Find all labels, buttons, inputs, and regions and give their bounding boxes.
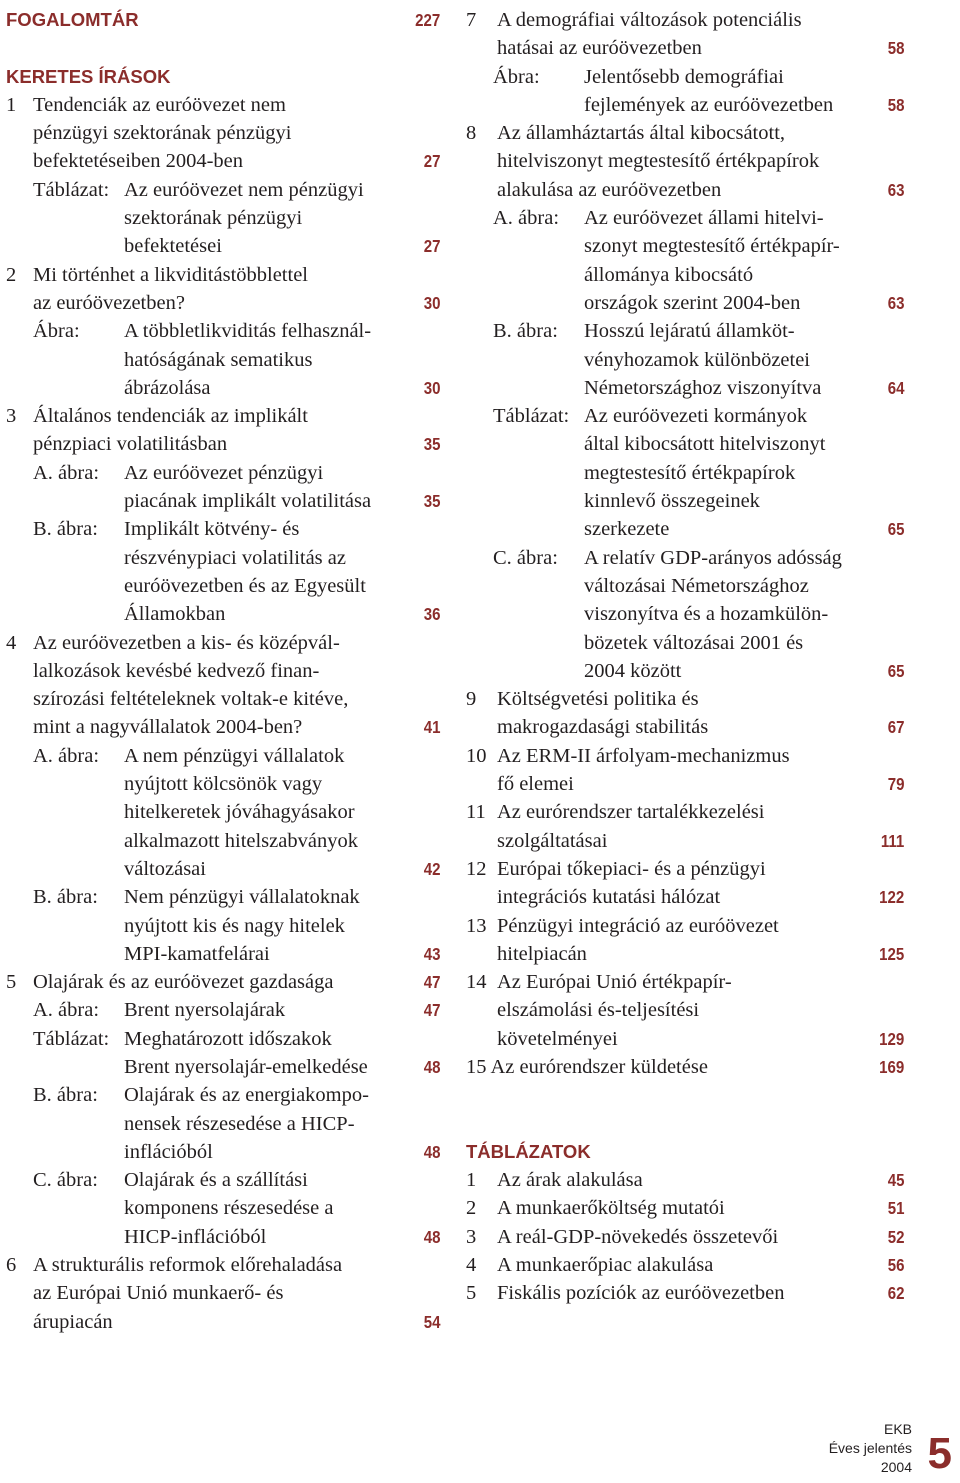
toc-entry-line (6, 402, 440, 430)
entry-title-line: A nem pénzügyi vállalatok (124, 744, 345, 767)
entry-title-line: euróövezetben és az Egyesült (124, 574, 366, 597)
page-ref: 27 (423, 151, 440, 172)
toc-entry-line (466, 827, 904, 855)
toc-entry-line (6, 1251, 440, 1279)
entry-title-line: A munkaerőpiac alakulása (497, 1254, 714, 1277)
entry-title-line: bözetek változásai 2001 és (584, 631, 804, 654)
toc-entry-line (6, 119, 440, 147)
entry-number: 5 (6, 971, 17, 994)
toc-entry-line (466, 6, 904, 34)
toc-subentry-line (6, 487, 440, 515)
entry-number: 1 (6, 93, 17, 116)
entry-title-line: befektetései (124, 235, 222, 258)
toc-right-column (466, 6, 904, 1308)
page-ref: 62 (887, 1283, 904, 1304)
entry-title-line: által kibocsátott hitelviszonyt (584, 433, 826, 456)
toc-entry-line (6, 1279, 440, 1307)
entry-number: 2 (6, 263, 17, 286)
entry-title-line: Németországhoz viszonyítva (584, 376, 822, 399)
entry-title-line: alkalmazott hitelszabványok (124, 829, 358, 852)
entry-title-line: az Európai Unió munkaerő- és (33, 1282, 284, 1305)
toc-entry-line (466, 968, 904, 996)
toc-subentry-line (6, 204, 440, 232)
page-ref: 27 (423, 236, 440, 257)
toc-entry-line (466, 883, 904, 911)
subentry-label: B. ábra: (33, 886, 98, 909)
entry-number: 14 (466, 971, 487, 994)
entry-title-line: Olajárak és a szállítási (124, 1169, 308, 1192)
toc-entry-line (466, 742, 904, 770)
page-footer (812, 1420, 952, 1480)
page-ref: 227 (414, 10, 440, 30)
entry-title-line: A munkaerőköltség mutatói (497, 1197, 725, 1220)
toc-entry-line (466, 855, 904, 883)
entry-title-line: szerkezete (584, 518, 670, 541)
toc-subentry-line (6, 572, 440, 600)
spacer (6, 34, 440, 62)
entry-number: 12 (466, 857, 487, 880)
toc-entry-line (466, 713, 904, 741)
toc-entry-line (6, 261, 440, 289)
subentry-label: A. ábra: (33, 999, 100, 1022)
toc-entry-line (466, 34, 904, 62)
entry-title-line: A többletlikviditás felhasznál- (124, 320, 372, 343)
toc-entry-line (6, 968, 440, 996)
entry-title-line: Hosszú lejáratú államköt- (584, 320, 795, 343)
entry-number: 10 (466, 744, 487, 767)
entry-number: 4 (6, 631, 17, 654)
entry-number: 3 (6, 405, 17, 428)
entry-title-line: alakulása az euróövezetben (497, 178, 722, 201)
toc-subentry-line (466, 317, 904, 345)
subentry-label: A. ábra: (493, 207, 560, 230)
page-ref: 36 (423, 604, 440, 625)
toc-entry-line (6, 713, 440, 741)
section-heading (6, 63, 440, 91)
page-number: 5 (927, 1429, 952, 1478)
toc-subentry-line (466, 572, 904, 600)
entry-title-line: A demográfiai változások potenciális (497, 9, 802, 31)
entry-title-line: piacának implikált volatilitása (124, 490, 372, 513)
entry-title-line: lalkozások kevésbé kedvező finan- (33, 659, 320, 682)
entry-title-line: Az euróövezet nem pénzügyi (124, 178, 364, 201)
section-heading (6, 6, 440, 34)
entry-title-line: Államokban (124, 603, 226, 626)
toc-entry-line (466, 1279, 904, 1307)
footer-org: EKB (883, 1421, 912, 1437)
entry-number: 7 (466, 9, 477, 31)
page-ref: 65 (887, 660, 904, 681)
toc-entry-line (466, 685, 904, 713)
subentry-label: B. ábra: (33, 518, 98, 541)
entry-title-line: Az eurórendszer tartalékkezelési (497, 801, 765, 824)
toc-subentry-line (466, 430, 904, 458)
entry-title-line: befektetéseiben 2004-ben (33, 150, 244, 173)
toc-entry-line (466, 147, 904, 175)
toc-entry-line (466, 770, 904, 798)
page-ref: 30 (423, 377, 440, 398)
entry-title-line: viszonyítva és a hozamkülön- (584, 603, 829, 626)
toc-subentry-line (6, 346, 440, 374)
subentry-label: Táblázat: (33, 1027, 110, 1050)
toc-subentry-line (466, 346, 904, 374)
entry-number: 13 (466, 914, 487, 937)
entry-title-line: fő elemei (497, 773, 574, 796)
toc-entry-line (6, 685, 440, 713)
entry-title-line: Pénzügyi integráció az euróövezet (497, 914, 779, 937)
page-ref: 30 (423, 292, 440, 313)
entry-title-line: Az árak alakulása (497, 1169, 643, 1192)
entry-number: 5 (466, 1282, 477, 1305)
entry-title-line: Fiskális pozíciók az euróövezetben (497, 1282, 785, 1305)
subentry-label: A. ábra: (33, 461, 100, 484)
toc-subentry-line (6, 1110, 440, 1138)
subentry-label: C. ábra: (493, 546, 558, 569)
entry-title-line: mint a nagyvállalatok 2004-ben? (33, 716, 303, 739)
entry-title-line: 2004 között (584, 659, 682, 682)
entry-title-line: 15 Az eurórendszer küldetése (466, 1055, 708, 1078)
toc-entry-line (466, 1194, 904, 1222)
entry-title-line: Brent nyersolajár-emelkedése (124, 1055, 368, 1078)
toc-subentry-line (466, 63, 904, 91)
entry-title-line: A relatív GDP-arányos adósság (584, 546, 842, 569)
toc-subentry-line (466, 600, 904, 628)
toc-subentry-line (466, 487, 904, 515)
entry-title-line: vényhozamok különbözetei (584, 348, 811, 371)
toc-subentry-line (6, 770, 440, 798)
entry-title-line: szektorának pénzügyi (124, 207, 303, 230)
entry-number: 6 (6, 1254, 17, 1277)
entry-title-line: pénzügyi szektorának pénzügyi (33, 122, 292, 145)
toc-subentry-line (6, 544, 440, 572)
subentry-label: Táblázat: (33, 178, 110, 201)
toc-subentry-line (6, 374, 440, 402)
toc-entry-line (466, 996, 904, 1024)
entry-title-line: országok szerint 2004-ben (584, 291, 801, 314)
entry-title-line: hitelpiacán (497, 942, 587, 965)
page-ref: 54 (423, 1311, 440, 1332)
entry-title-line: hatásai az euróövezetben (497, 37, 702, 60)
entry-title-line: állománya kibocsátó (584, 263, 754, 286)
entry-title-line: komponens részesedése a (124, 1197, 334, 1220)
entry-title-line: Implikált kötvény- és (124, 518, 300, 541)
entry-title-line: A reál-GDP-növekedés összetevői (497, 1225, 779, 1248)
toc-entry-line (6, 1308, 440, 1336)
toc-entry-line (6, 629, 440, 657)
page-ref: 47 (423, 1000, 440, 1021)
entry-title-line: Meghatározott időszakok (124, 1027, 332, 1050)
entry-title-line: Nem pénzügyi vállalatoknak (124, 886, 360, 909)
toc-subentry-line (6, 176, 440, 204)
entry-title-line: nyújtott kis és nagy hitelek (124, 914, 345, 937)
toc-subentry-line (6, 1194, 440, 1222)
toc-entry-line (466, 1025, 904, 1053)
toc-entry-line (466, 1251, 904, 1279)
toc-subentry-line (6, 1081, 440, 1109)
entry-title-line: makrogazdasági stabilitás (497, 716, 709, 739)
entry-title-line: Az ERM-II árfolyam-mechanizmus (497, 744, 790, 767)
subentry-label: Ábra: (33, 320, 80, 343)
section-heading-text: KERETES ÍRÁSOK (6, 65, 171, 87)
page-ref: 56 (887, 1255, 904, 1276)
toc-subentry-line (6, 1025, 440, 1053)
toc-entry-line (466, 798, 904, 826)
toc-subentry-line (6, 1166, 440, 1194)
toc-subentry-line (6, 855, 440, 883)
page-ref: 111 (880, 830, 904, 851)
entry-number: 4 (466, 1254, 477, 1277)
entry-title-line: részvénypiaci volatilitás az (124, 546, 346, 569)
page-ref: 65 (887, 519, 904, 540)
toc-subentry-line (466, 515, 904, 543)
toc-subentry-line (6, 1053, 440, 1081)
entry-title-line: elszámolási és-teljesítési (497, 999, 700, 1022)
entry-number: 9 (466, 688, 477, 711)
spacer (466, 1081, 904, 1109)
toc-subentry-line (6, 827, 440, 855)
subentry-label: C. ábra: (33, 1169, 98, 1192)
entry-title-line: Jelentősebb demográfiai (584, 65, 784, 88)
section-heading-text: FOGALOMTÁR (6, 9, 139, 30)
page-ref: 67 (887, 717, 904, 738)
toc-subentry-line (6, 996, 440, 1024)
subentry-label: Táblázat: (493, 405, 570, 428)
page-ref: 122 (878, 887, 904, 908)
page-ref: 52 (887, 1226, 904, 1247)
entry-title-line: szonyt megtestesítő értékpapír- (584, 235, 840, 258)
toc-subentry-line (466, 402, 904, 430)
entry-title-line: szírozási feltételeknek voltak-e kitéve, (33, 688, 349, 711)
toc-entry-line (6, 430, 440, 458)
entry-title-line: Az államháztartás által kibocsátott, (497, 122, 786, 145)
entry-number: 1 (466, 1169, 477, 1192)
entry-number: 2 (466, 1197, 477, 1220)
entry-title-line: Az Európai Unió értékpapír- (497, 971, 732, 994)
entry-title-line: árupiacán (33, 1310, 113, 1333)
entry-title-line: ábrázolása (124, 376, 211, 399)
entry-title-line: MPI-kamatfelárai (124, 942, 270, 965)
entry-number: 11 (466, 801, 486, 824)
toc-subentry-line (466, 629, 904, 657)
toc-left-column (6, 6, 440, 1336)
entry-title-line: nyújtott kölcsönök vagy (124, 773, 323, 796)
entry-title-line: Az euróövezet állami hitelvi- (584, 207, 824, 230)
toc-subentry-line (6, 232, 440, 260)
spacer (466, 1110, 904, 1138)
page-ref: 41 (423, 717, 440, 738)
entry-title-line: Költségvetési politika és (497, 688, 699, 711)
section-heading-text: TÁBLÁZATOK (466, 1140, 591, 1162)
page-ref: 129 (878, 1028, 904, 1049)
toc-subentry-line (6, 459, 440, 487)
page-ref: 51 (887, 1198, 904, 1219)
subentry-label: B. ábra: (33, 1084, 98, 1107)
entry-title-line: fejlemények az euróövezetben (584, 93, 834, 116)
subentry-label: Ábra: (493, 65, 540, 88)
toc-subentry-line (6, 600, 440, 628)
toc-entry-line (466, 1053, 904, 1081)
page-ref: 63 (887, 179, 904, 200)
entry-title-line: Az euróövezetben a kis- és középvál- (33, 631, 340, 654)
toc-subentry-line (6, 883, 440, 911)
toc-subentry-line (6, 940, 440, 968)
page-ref: 79 (887, 774, 904, 795)
toc-subentry-line (6, 742, 440, 770)
page-ref: 35 (423, 434, 440, 455)
entry-title-line: HICP-inflációból (124, 1225, 267, 1248)
page-ref: 64 (887, 377, 904, 398)
toc-entry-line (6, 91, 440, 119)
section-heading (466, 1138, 904, 1166)
entry-title-line: Brent nyersolajárak (124, 999, 286, 1022)
page-ref: 58 (887, 94, 904, 115)
page-ref: 45 (887, 1170, 904, 1191)
toc-subentry-line (466, 261, 904, 289)
toc-subentry-line (6, 317, 440, 345)
toc-subentry-line (6, 912, 440, 940)
entry-title-line: integrációs kutatási hálózat (497, 886, 721, 909)
toc-subentry-line (466, 459, 904, 487)
toc-entry-line (466, 176, 904, 204)
entry-title-line: hitelkeretek jóváhagyásakor (124, 801, 355, 824)
page-ref: 43 (423, 943, 440, 964)
entry-title-line: Olajárak és az euróövezet gazdasága (33, 971, 334, 994)
toc-subentry-line (6, 798, 440, 826)
toc-subentry-line (466, 374, 904, 402)
entry-number: 8 (466, 122, 477, 145)
toc-subentry-line (466, 204, 904, 232)
toc-subentry-line (6, 1223, 440, 1251)
entry-title-line: Olajárak és az energiakompo- (124, 1084, 369, 1107)
entry-title-line: megtestesítő értékpapírok (584, 461, 796, 484)
page-ref: 48 (423, 1056, 440, 1077)
entry-title-line: hitelviszonyt megtestesítő értékpapírok (497, 150, 820, 173)
subentry-label: A. ábra: (33, 744, 100, 767)
entry-title-line: Mi történhet a likviditástöbblettel (33, 263, 308, 286)
subentry-label: B. ábra: (493, 320, 558, 343)
toc-subentry-line (6, 515, 440, 543)
toc-subentry-line (466, 232, 904, 260)
entry-number: 3 (466, 1225, 477, 1248)
entry-title-line: változásai (124, 857, 206, 880)
entry-title-line: A strukturális reformok előrehaladása (33, 1254, 343, 1277)
toc-entry-line (6, 147, 440, 175)
toc-subentry-line (466, 657, 904, 685)
page-ref: 47 (423, 972, 440, 993)
entry-title-line: követelményei (497, 1027, 618, 1050)
entry-title-line: Általános tendenciák az implikált (33, 405, 308, 428)
toc-entry-line (6, 289, 440, 317)
entry-title-line: az euróövezetben? (33, 291, 185, 314)
toc-entry-line (466, 1223, 904, 1251)
entry-title-line: kinnlevő összegeinek (584, 490, 760, 513)
page-ref: 42 (423, 858, 440, 879)
entry-title-line: Európai tőkepiaci- és a pénzügyi (497, 857, 766, 880)
footer-year: 2004 (880, 1459, 912, 1475)
toc-subentry-line (466, 289, 904, 317)
toc-entry-line (466, 912, 904, 940)
entry-title-line: hatóságának sematikus (124, 348, 313, 371)
page-ref: 63 (887, 292, 904, 313)
entry-title-line: változásai Németországhoz (584, 574, 809, 597)
entry-title-line: Tendenciák az euróövezet nem (33, 93, 286, 116)
toc-entry-line (466, 940, 904, 968)
entry-title-line: Az euróövezeti kormányok (584, 405, 808, 428)
entry-title-line: inflációból (124, 1140, 213, 1163)
entry-title-line: pénzpiaci volatilitásban (33, 433, 228, 456)
toc-subentry-line (6, 1138, 440, 1166)
entry-title-line: Az euróövezet pénzügyi (124, 461, 324, 484)
entry-title-line: szolgáltatásai (497, 829, 608, 852)
page-ref: 35 (423, 491, 440, 512)
toc-entry-line (6, 657, 440, 685)
toc-entry-line (466, 119, 904, 147)
page-ref: 48 (423, 1141, 440, 1162)
entry-title-line: nensek részesedése a HICP- (124, 1112, 355, 1135)
page-ref: 169 (878, 1056, 904, 1077)
page-ref: 58 (887, 38, 904, 59)
toc-subentry-line (466, 91, 904, 119)
page-ref: 125 (878, 943, 904, 964)
toc-subentry-line (466, 544, 904, 572)
page-ref: 48 (423, 1226, 440, 1247)
footer-report: Éves jelentés (828, 1440, 912, 1456)
toc-entry-line (466, 1166, 904, 1194)
